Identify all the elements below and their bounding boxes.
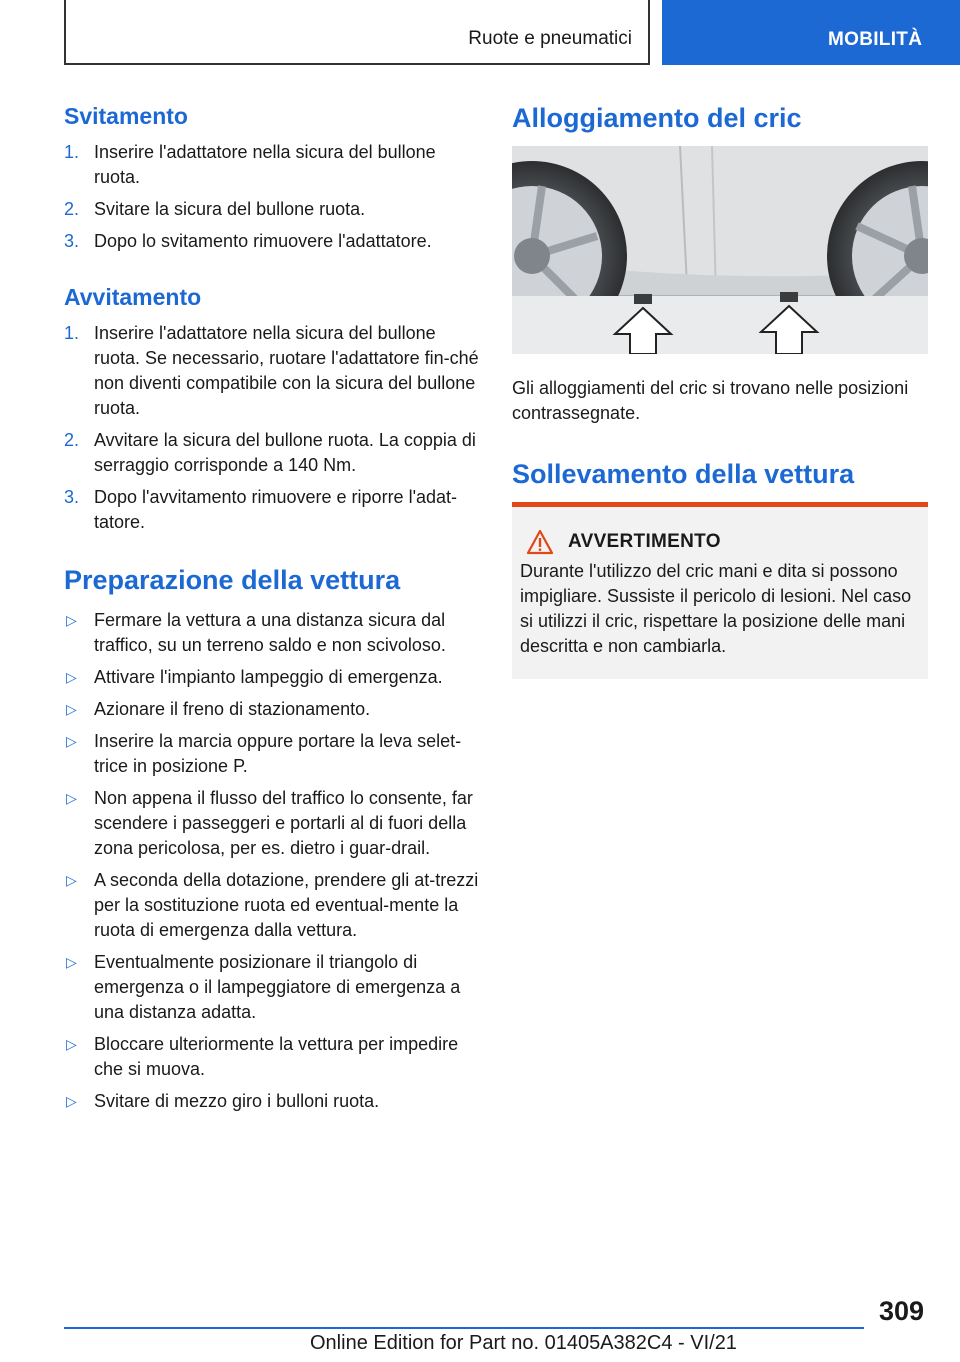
header-box	[64, 0, 650, 65]
bullet-triangle-icon: ▷	[66, 872, 77, 888]
list-item	[64, 197, 484, 222]
bullet-triangle-icon: ▷	[66, 954, 77, 970]
warning-text: Durante l'utilizzo del cric mani e dita si possono impigliare. Sussiste il pericolo di lesioni. Nel caso si utilizzi il cric, rispettare la posizione delle mani descritta e non cambiarla.	[520, 561, 912, 656]
bullet-text: Fermare la vettura a una distanza sicura dal traffico, su un terreno saldo e non scivoloso.	[94, 610, 446, 655]
list-item	[64, 485, 484, 535]
list-item	[64, 665, 484, 690]
list-item	[64, 868, 484, 943]
svitamento-title: Svitamento	[64, 103, 188, 129]
list-item	[64, 697, 484, 722]
header-chapter-label: MOBILITÀ	[828, 29, 923, 50]
bullet-triangle-icon: ▷	[66, 612, 77, 628]
list-item	[64, 608, 484, 658]
figure-caption: Gli alloggiamenti del cric si trovano nelle posizioni contrassegnate.	[512, 378, 909, 423]
sollevamento-title: Sollevamento della vettura	[512, 459, 855, 489]
bullet-text: Azionare il freno di stazionamento.	[94, 699, 371, 719]
step-number: 1.	[64, 323, 80, 343]
list-item	[64, 229, 484, 254]
header-section-title: Ruote e pneumatici	[468, 28, 632, 49]
list-item	[64, 321, 484, 421]
bullet-text: Eventualmente posizionare il triangolo di emergenza o il lampeggiatore di emergenza a una distanza adatta.	[94, 952, 461, 1022]
bullet-text: Svitare di mezzo giro i bulloni ruota.	[94, 1091, 380, 1111]
svitamento-steps	[64, 140, 484, 254]
step-number: 3.	[64, 487, 80, 507]
step-number: 3.	[64, 231, 80, 251]
step-text: Dopo lo svitamento rimuovere l'adattatore.	[94, 231, 432, 251]
list-item	[64, 140, 484, 190]
jack-points-illustration	[512, 146, 928, 354]
warning-triangle-icon	[526, 529, 554, 555]
footer-divider	[64, 1327, 864, 1329]
list-item	[64, 786, 484, 861]
warning-title: AVVERTIMENTO	[568, 531, 721, 552]
step-text: Dopo l'avvitamento rimuovere e riporre l'adat-tatore.	[94, 487, 458, 532]
list-item	[64, 1089, 484, 1114]
bullet-triangle-icon: ▷	[66, 701, 77, 717]
bullet-text: Inserire la marcia oppure portare la leva selet-trice in posizione P.	[94, 731, 462, 776]
bullet-text: Bloccare ulteriormente la vettura per impedire che si muova.	[94, 1034, 459, 1079]
list-item	[64, 428, 484, 478]
step-text: Inserire l'adattatore nella sicura del bullone ruota.	[94, 142, 436, 187]
step-number: 2.	[64, 430, 80, 450]
preparazione-bullets	[64, 608, 484, 1114]
step-number: 1.	[64, 142, 80, 162]
step-text: Avvitare la sicura del bullone ruota. La coppia di serraggio corrisponde a 140 Nm.	[94, 430, 476, 475]
bullet-text: Attivare l'impianto lampeggio di emergenza.	[94, 667, 443, 687]
bullet-triangle-icon: ▷	[66, 790, 77, 806]
right-column	[512, 100, 928, 679]
avvitamento-steps	[64, 321, 484, 535]
bullet-triangle-icon: ▷	[66, 669, 77, 685]
bullet-triangle-icon: ▷	[66, 1093, 77, 1109]
step-text: Inserire l'adattatore nella sicura del bullone ruota. Se necessario, ruotare l'adattatore fin-ché non diventi compatibile con la sicura del bullone ruota.	[94, 323, 479, 418]
bullet-text: A seconda della dotazione, prendere gli at-trezzi per la sostituzione ruota ed eventual-mente la ruota di emergenza dalla vettura.	[94, 870, 479, 940]
alloggiamento-title: Alloggiamento del cric	[512, 103, 802, 133]
page-number: 309	[878, 1296, 924, 1326]
bullet-triangle-icon: ▷	[66, 1036, 77, 1052]
list-item	[64, 950, 484, 1025]
step-text: Svitare la sicura del bullone ruota.	[94, 199, 366, 219]
header-chapter-tab	[662, 0, 960, 65]
footer-edition: Online Edition for Part no. 01405A382C4 - VI/21	[310, 1332, 737, 1354]
avvitamento-title: Avvitamento	[64, 284, 202, 310]
jack-point-front	[634, 294, 652, 304]
jack-point-rear	[780, 292, 798, 302]
step-number: 2.	[64, 199, 80, 219]
bullet-text: Non appena il flusso del traffico lo consente, far scendere i passeggeri e portarli al di fuori della zona pericolosa, per es. dietro i guar-drail.	[94, 788, 473, 858]
bullet-triangle-icon: ▷	[66, 733, 77, 749]
preparazione-title: Preparazione della vettura	[64, 565, 401, 595]
list-item	[64, 729, 484, 779]
left-column	[64, 100, 484, 1121]
list-item	[64, 1032, 484, 1082]
warning-box	[512, 502, 928, 679]
